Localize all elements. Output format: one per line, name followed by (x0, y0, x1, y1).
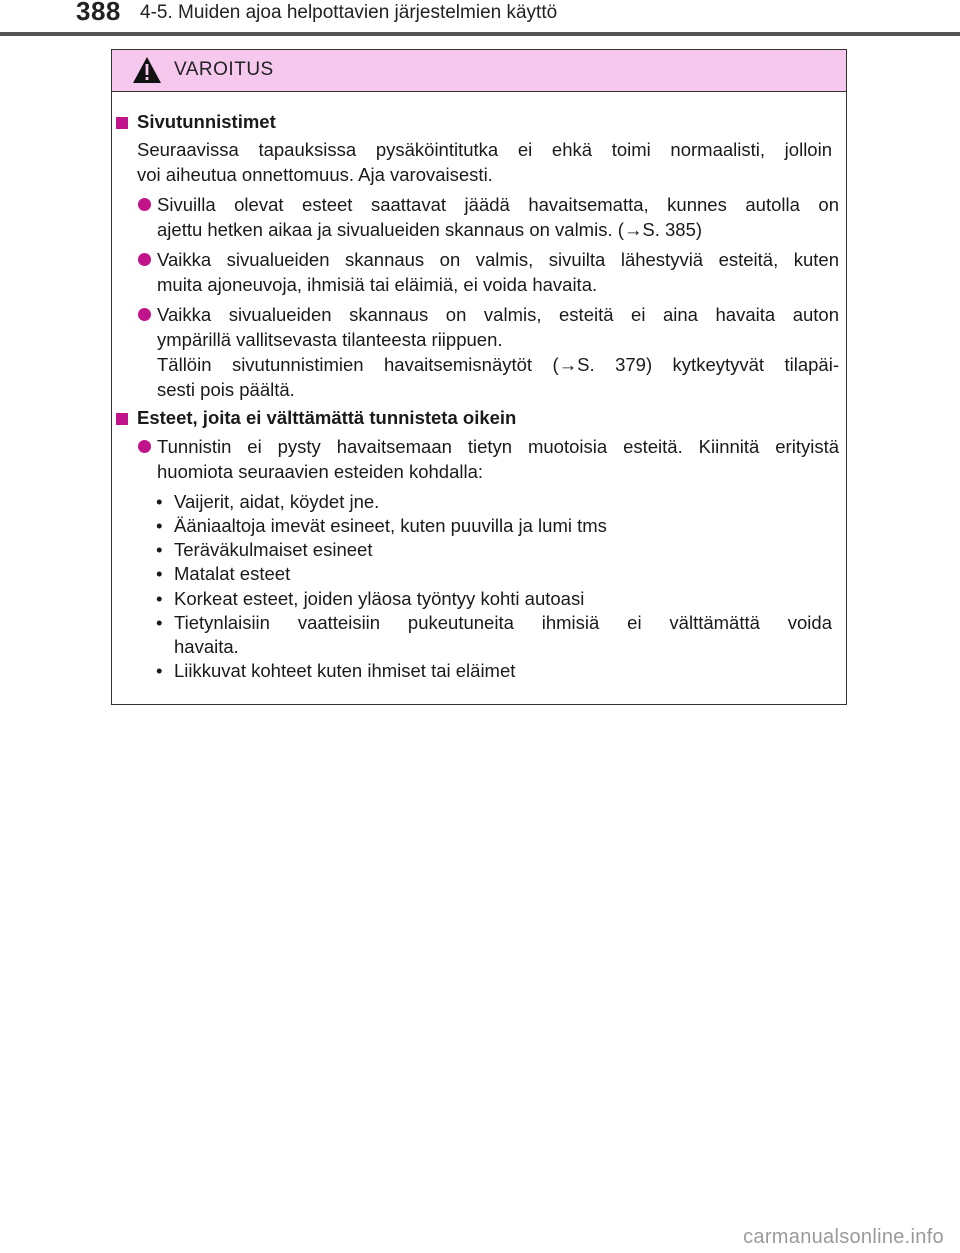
section1-intro-line2: voi aiheutua onnettomuus. Aja varovaisesti. (137, 164, 493, 185)
list-item: Korkeat esteet, joiden yläosa työntyy kohti autoasi (174, 588, 585, 609)
warning-box (111, 49, 847, 705)
circle-bullet-icon (138, 308, 151, 321)
warning-header (112, 50, 846, 92)
list-item: Teräväkulmaiset esineet (174, 539, 373, 560)
list-item: Ääniaaltoja imevät esineet, kuten puuvilla ja lumi tms (174, 515, 607, 536)
list-bullet-marker: • (156, 539, 163, 560)
section2-item-line1: Tunnistin ei pysty havaitsemaan tietyn muotoisia esteitä. Kiinnitä erityistä (157, 436, 839, 457)
page-number: 388 (76, 0, 121, 26)
list-item: Liikkuvat kohteet kuten ihmiset tai eläimet (174, 660, 516, 681)
list-item: Matalat esteet (174, 563, 291, 584)
section1-item2-line1: Vaikka sivualueiden skannaus on valmis, sivuilta lähestyviä esteitä, kuten (157, 249, 839, 270)
section1-item3-line4: sesti pois päältä. (157, 379, 295, 400)
warning-triangle-icon (132, 56, 162, 84)
list-bullet-marker: • (156, 588, 163, 609)
square-bullet-icon (116, 413, 128, 425)
section1-item2-line2: muita ajoneuvoja, ihmisiä tai eläimiä, ei voida havaita. (157, 274, 598, 295)
list-item-continuation: havaita. (174, 636, 239, 657)
square-bullet-icon (116, 117, 128, 129)
section1-item3-line1: Vaikka sivualueiden skannaus on valmis, esteitä ei aina havaita auton (157, 304, 839, 325)
circle-bullet-icon (138, 198, 151, 211)
section1-item1-line1: Sivuilla olevat esteet saattavat jäädä havaitsematta, kunnes autolla on (157, 194, 839, 215)
footer-watermark: carmanualsonline.info (743, 1226, 944, 1248)
section2-item-line2: huomiota seuraavien esteiden kohdalla: (157, 461, 484, 482)
list-item: Tietynlaisiin vaatteisiin pukeutuneita ihmisiä ei välttämättä voida (174, 612, 832, 633)
section-heading-sivutunnistimet: Sivutunnistimet (137, 111, 276, 132)
list-bullet-marker: • (156, 491, 163, 512)
section1-item3-line2: ympärillä vallitsevasta tilanteesta riippuen. (157, 329, 503, 350)
warning-label: VAROITUS (174, 59, 274, 80)
list-bullet-marker: • (156, 515, 163, 536)
section-title: 4-5. Muiden ajoa helpottavien järjestelmien käyttö (140, 2, 558, 23)
header-divider (0, 32, 960, 36)
circle-bullet-icon (138, 440, 151, 453)
list-item: Vaijerit, aidat, köydet jne. (174, 491, 380, 512)
circle-bullet-icon (138, 253, 151, 266)
list-bullet-marker: • (156, 612, 163, 633)
section1-item3-line3: Tällöin sivutunnistimien havaitsemisnäytöt (→S. 379) kytkeytyvät tilapäi- (157, 354, 839, 375)
section-heading-esteet: Esteet, joita ei välttämättä tunnisteta oikein (137, 407, 517, 428)
section1-item1-line2: ajettu hetken aikaa ja sivualueiden skannaus on valmis. (→S. 385) (157, 219, 703, 240)
section1-intro-line1: Seuraavissa tapauksissa pysäköintitutka ei ehkä toimi normaalisti, jolloin (137, 139, 832, 160)
list-bullet-marker: • (156, 563, 163, 584)
list-bullet-marker: • (156, 660, 163, 681)
page-header (0, 0, 960, 38)
